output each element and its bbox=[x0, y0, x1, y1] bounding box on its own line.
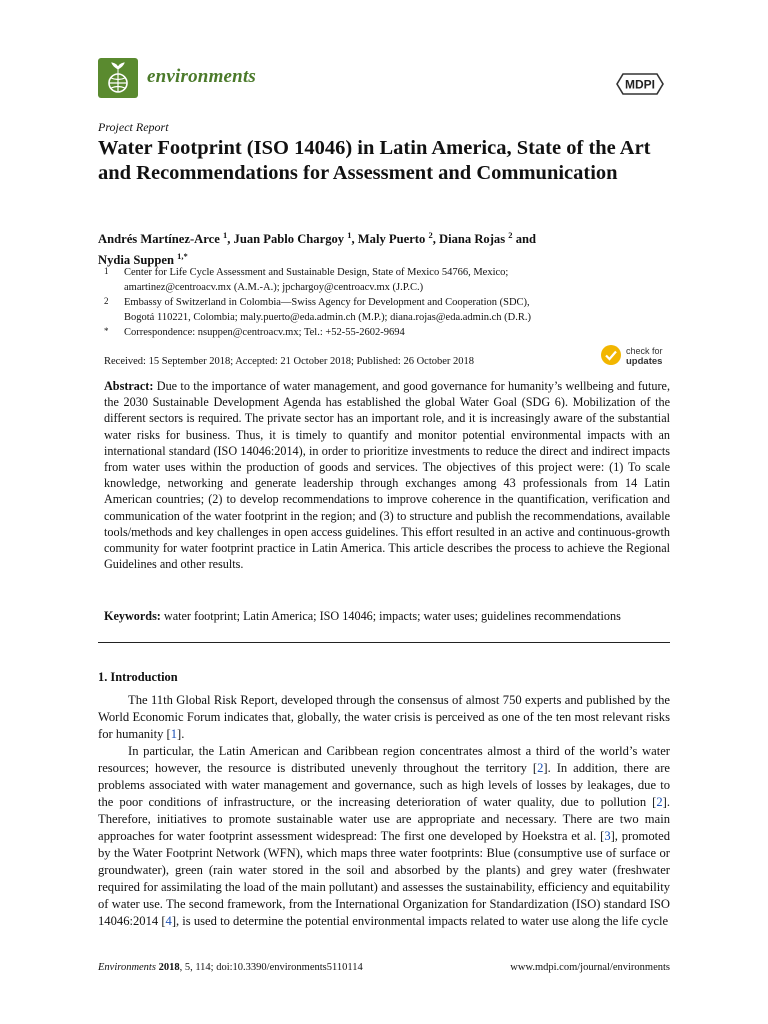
check-for-updates-button[interactable] bbox=[600, 342, 670, 370]
author-conjunction: and bbox=[515, 232, 536, 247]
tree-globe-icon bbox=[98, 58, 138, 98]
citation-link[interactable]: 1 bbox=[170, 727, 178, 741]
author-name: Nydia Suppen bbox=[98, 253, 174, 268]
affiliation-line: amartinez@centroacv.mx (A.M.-A.); jpchargoy@centroacv.mx (J.P.C.) bbox=[124, 282, 424, 293]
paragraph-text: ], is used to determine the potential environmental impacts related to water use along the life cycle bbox=[171, 914, 669, 928]
author-affiliation-marker: 1 bbox=[347, 230, 352, 240]
check-updates-icon bbox=[600, 344, 622, 366]
author-affiliation-marker: 1,* bbox=[177, 251, 188, 262]
affiliation-line: Center for Life Cycle Assessment and Sustainable Design, State of Mexico 54766, Mexico; bbox=[124, 267, 509, 278]
abstract bbox=[104, 378, 670, 572]
publisher-logo-text: MDPI bbox=[625, 77, 655, 92]
keywords bbox=[104, 608, 670, 624]
publication-dates: Received: 15 September 2018; Accepted: 21 October 2018; Published: 26 October 2018 bbox=[104, 356, 475, 367]
keywords-text: water footprint; Latin America; ISO 14046; impacts; water uses; guidelines recommendations bbox=[163, 609, 621, 623]
author-name: Maly Puerto bbox=[357, 232, 426, 247]
paragraph-text: ], promoted by the Water Footprint Network (WFN), which maps three water footprints: Blue (consumptive use of surface or groundwater), green (rain water stored in the soil and absorbed by the plants) and grey water (freshwater required for assimilating the load of the main pollutant) and assesses the sustainability, efficiency and equitability of water use. The second framework, from the International Organization for Standardization (ISO) standard ISO 14046:2014 [ bbox=[98, 829, 671, 928]
footer-doi: , 5, 114; doi:10.3390/environments5110114 bbox=[179, 962, 363, 973]
divider bbox=[98, 642, 670, 643]
author-name: Diana Rojas bbox=[439, 232, 506, 247]
paragraph-text: ]. In addition, there are problems associated with water management and governance, such as high levels of losses by leakages, due to the poor conditions of infrastructure, or the increasing deterioration of water quality, due to pollution [ bbox=[98, 761, 670, 809]
journal-name: environments bbox=[147, 66, 257, 87]
publisher-logo bbox=[614, 71, 666, 97]
paragraph-text: In particular, the Latin American and Caribbean region concentrates almost a third of the world’s water resources; however, the resource is distributed unevenly throughout the territory [ bbox=[98, 744, 670, 775]
paragraph bbox=[98, 692, 670, 743]
check-updates-label: check for bbox=[626, 346, 663, 356]
affiliation-line: Bogotá 110221, Colombia; maly.puerto@eda.admin.ch (M.P.); diana.rojas@eda.admin.ch (D.R.) bbox=[124, 312, 531, 323]
article-type: Project Report bbox=[98, 120, 169, 134]
citation-link[interactable]: 4 bbox=[165, 914, 172, 928]
abstract-label: Abstract: bbox=[104, 379, 154, 393]
footer-year: 2018 bbox=[158, 962, 180, 973]
affiliation-marker: 2 bbox=[104, 296, 109, 306]
citation-link[interactable]: 2 bbox=[537, 761, 544, 775]
citation-link[interactable]: 2 bbox=[656, 795, 663, 809]
author-list: Andrés Martínez-Arce $^1$, Juan Pablo Chargoy $^1$, Maly Puerto $^2$, Diana Rojas $^2$ and Nydia Suppen $^{1,*}$ bbox=[98, 230, 536, 268]
paragraph-text: ]. bbox=[177, 727, 185, 741]
footer-journal: Environments bbox=[98, 962, 156, 973]
author-affiliation-marker: 2 bbox=[428, 230, 433, 240]
abstract-text: Due to the importance of water management, and good governance for humanity’s wellbeing and future, the 2030 Sustainable Development Agenda has established the global Water Goal (SDG 6). Mobilization of the different sectors is required. The private sector has an important role, and it is increasingly aware of the substantial water risks for business. Thus, it is timely to quantify and monitor potential environmental impacts with an international standard (ISO 14046:2014), in order to prioritize investments to reduce the direct and indirect impacts from water uses within the production of goods and services. The objectives of this project were: (1) To scale knowledge, networking and generate leadership through exchanges among 43 professionals from 14 Latin American countries; (2) to develop recommendations to improve coherence in the quantification, verification and communication of the water footprint in the region; and (3) to structure and publish the recommendations, available tools/methods and key challenges in open access guidelines. This effort resulted in an active and continuous-growth community for water footprint practice in Latin America. This article describes the process to achieve the Regional Guidelines and other results. bbox=[104, 379, 671, 572]
keywords-label: Keywords: bbox=[104, 609, 161, 623]
author-affiliation-marker: 2 bbox=[508, 230, 513, 240]
journal-logo bbox=[98, 58, 138, 98]
section-heading: 1. Introduction bbox=[98, 670, 178, 684]
author-name: Juan Pablo Chargoy bbox=[233, 232, 345, 247]
affiliation-marker: 1 bbox=[104, 266, 109, 276]
author-name: Andrés Martínez-Arce bbox=[98, 232, 220, 247]
affiliation-marker: * bbox=[104, 326, 109, 336]
paragraph-text: ]. Therefore, initiatives to promote sustainable water use are appropriate and necessary. There are two main approaches for water footprint assessment widespread: The first one developed by Hoekstra et al. [ bbox=[98, 795, 670, 843]
affiliation-line: Correspondence: nsuppen@centroacv.mx; Tel.: +52-55-2602-9694 bbox=[124, 327, 405, 338]
body-text bbox=[98, 692, 670, 930]
paragraph bbox=[98, 743, 670, 930]
affiliation-line: Embassy of Switzerland in Colombia—Swiss Agency for Development and Cooperation (SDC), bbox=[124, 297, 530, 308]
footer-url-link[interactable]: www.mdpi.com/journal/environments bbox=[510, 962, 670, 973]
footer-citation bbox=[98, 962, 363, 973]
paragraph-text: The 11th Global Risk Report, developed through the consensus of almost 750 experts and published by the World Economic Forum indicates that, globally, the water crisis is perceived as one of the ten most relevant risks for humanity [ bbox=[98, 693, 670, 741]
check-updates-label: updates bbox=[626, 356, 663, 367]
article-title: Water Footprint (ISO 14046) in Latin America, State of the Art and Recommendations for Assessment and Communication bbox=[98, 137, 651, 184]
citation-link[interactable]: 3 bbox=[604, 829, 611, 843]
author-affiliation-marker: 1 bbox=[222, 230, 228, 240]
